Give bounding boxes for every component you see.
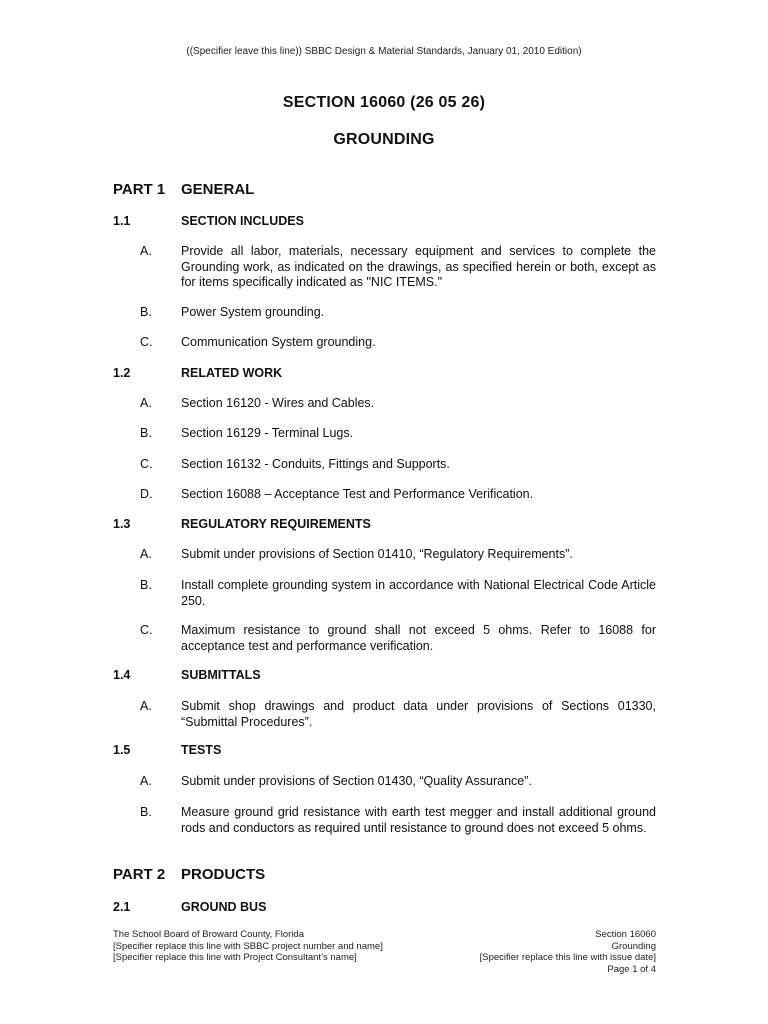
footer-section-name: Grounding <box>611 940 656 952</box>
item-letter: C. <box>140 335 153 349</box>
article-heading <box>113 517 371 531</box>
article-title: TESTS <box>181 743 222 757</box>
article-number: 1.2 <box>113 366 131 380</box>
item-letter: C. <box>140 457 153 471</box>
item-text: Communication System grounding. <box>181 335 376 349</box>
footer-line: [Specifier replace this line with SBBC project number and name] <box>113 940 383 952</box>
article-number: 1.3 <box>113 517 131 531</box>
article-heading <box>113 366 282 380</box>
footer-issue-date: [Specifier replace this line with issue date] <box>479 952 656 963</box>
footer-line: [Specifier replace this line with Project Consultant’s name] <box>113 952 357 963</box>
list-item <box>140 547 656 563</box>
page-number: Page 1 of 4 <box>607 963 656 975</box>
item-text: Submit under provisions of Section 01430, “Quality Assurance”. <box>181 774 532 788</box>
item-letter: A. <box>140 774 152 788</box>
part-number: PART 2 <box>113 866 166 883</box>
article-number: 1.4 <box>113 668 131 682</box>
item-text: Install complete grounding system in accordance with National Electrical Code Article 250. <box>181 578 656 608</box>
item-text: Section 16129 - Terminal Lugs. <box>181 426 354 440</box>
article-title: SUBMITTALS <box>181 668 261 682</box>
part-title: GENERAL <box>181 181 255 198</box>
item-text: Submit under provisions of Section 01410, “Regulatory Requirements”. <box>181 547 573 561</box>
article-title: REGULATORY REQUIREMENTS <box>181 517 371 531</box>
item-text: Section 16132 - Conduits, Fittings and Supports. <box>181 457 450 471</box>
list-item <box>140 805 656 836</box>
item-letter: C. <box>140 623 153 637</box>
header-note: ((Specifier leave this line)) SBBC Design & Material Standards, January 01, 2010 Edition) <box>186 46 582 57</box>
item-letter: A. <box>140 547 152 561</box>
list-item <box>140 457 656 473</box>
footer-line: The School Board of Broward County, Florida <box>113 929 304 940</box>
item-text: Power System grounding. <box>181 305 325 319</box>
footer-left <box>113 929 383 964</box>
item-text: Maximum resistance to ground shall not exceed 5 ohms. Refer to 16088 for acceptance test and performance verification. <box>181 623 656 653</box>
footer-section-number: Section 16060 <box>595 929 656 940</box>
article-heading <box>113 214 304 228</box>
item-letter: A. <box>140 244 152 258</box>
item-letter: B. <box>140 578 152 592</box>
section-title: SECTION 16060 (26 05 26) <box>282 94 486 111</box>
article-title: RELATED WORK <box>181 366 283 380</box>
article-heading <box>113 743 221 757</box>
article-title: GROUND BUS <box>181 900 267 914</box>
part-title: PRODUCTS <box>181 866 266 883</box>
part-number: PART 1 <box>113 181 166 198</box>
list-item <box>140 578 656 609</box>
item-text: Provide all labor, materials, necessary equipment and services to complete the Grounding work, as indicated on the drawings, as specified herein or both, except as for items specifically indicated as "NIC ITEMS." <box>181 244 656 289</box>
list-item <box>140 426 656 442</box>
article-heading <box>113 668 261 682</box>
footer-right <box>480 929 656 975</box>
item-letter: D. <box>140 487 153 501</box>
item-letter: B. <box>140 426 152 440</box>
list-item <box>140 396 656 412</box>
part-1-heading <box>113 181 254 198</box>
item-text: Section 16088 – Acceptance Test and Performance Verification. <box>181 487 534 501</box>
list-item <box>140 699 656 730</box>
part-2-heading <box>113 866 265 883</box>
list-item <box>140 244 656 291</box>
item-text: Submit shop drawings and product data under provisions of Sections 01330, “Submittal Procedures”. <box>181 699 656 729</box>
list-item <box>140 335 656 351</box>
section-subtitle: GROUNDING <box>333 131 435 148</box>
list-item <box>140 774 656 790</box>
article-heading <box>113 900 266 914</box>
item-text: Section 16120 - Wires and Cables. <box>181 396 375 410</box>
list-item <box>140 487 656 503</box>
article-title: SECTION INCLUDES <box>181 214 304 228</box>
item-text: Measure ground grid resistance with earth test megger and install additional ground rods and conductors as required until resistance to ground does not exceed 5 ohms. <box>181 805 656 835</box>
item-letter: A. <box>140 699 152 713</box>
item-letter: B. <box>140 305 152 319</box>
item-letter: A. <box>140 396 152 410</box>
article-number: 2.1 <box>113 900 131 914</box>
item-letter: B. <box>140 805 152 819</box>
list-item <box>140 623 656 654</box>
article-number: 1.1 <box>113 214 131 228</box>
article-number: 1.5 <box>113 743 131 757</box>
list-item <box>140 305 656 321</box>
